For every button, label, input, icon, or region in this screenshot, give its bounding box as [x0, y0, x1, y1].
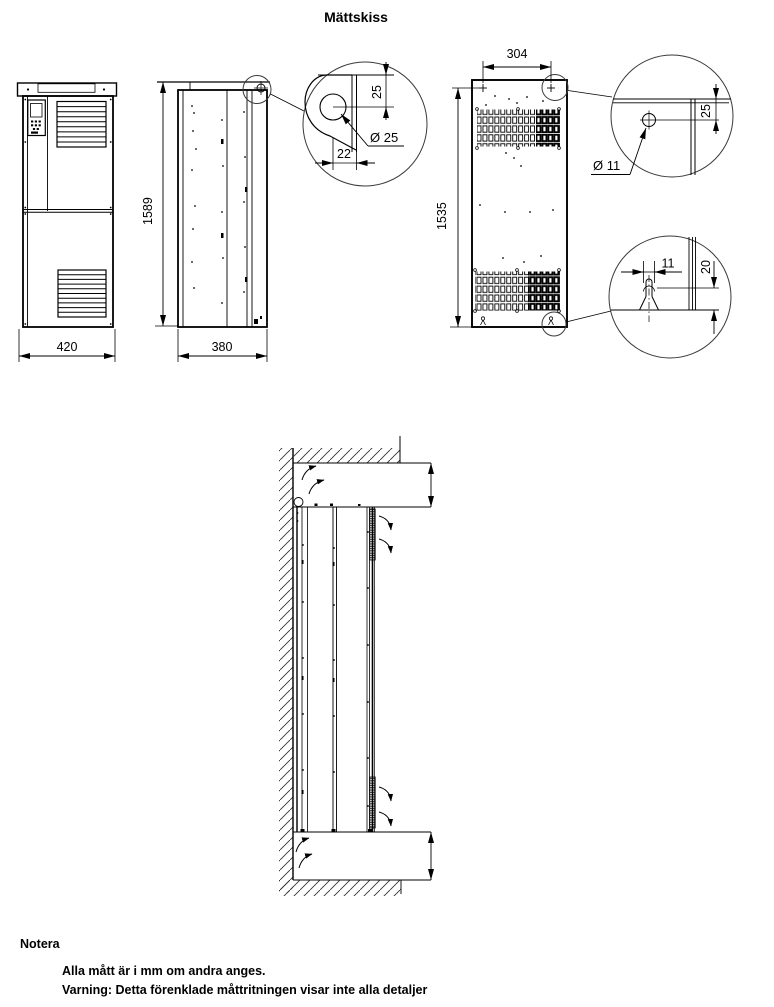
airflow-out-top-arrow — [302, 466, 316, 480]
notes-section — [20, 937, 428, 997]
hole-diameter-label: Ø 11 — [593, 158, 621, 173]
bottom-slot-callout-circle — [542, 312, 566, 336]
lug-offset-top-dimension — [370, 62, 386, 120]
registration-mark-icon — [254, 81, 268, 95]
front-vent-strip-bottom — [370, 777, 375, 828]
airflow-in-bottom-arrow — [296, 838, 309, 852]
back-height-label: 1535 — [435, 202, 449, 230]
page-title: Mättskiss — [324, 9, 388, 25]
airflow-in-bottom-arrow — [299, 854, 312, 868]
side-depth-dimension — [178, 329, 267, 362]
hole-offset-top-label: 25 — [699, 104, 713, 118]
side-height-dimension — [141, 82, 179, 326]
slot-width-dimension — [621, 257, 682, 284]
bottom-keyhole-slot-mark-right — [549, 317, 554, 325]
floor-hatch — [279, 880, 401, 896]
detail-circle-top-hole — [591, 55, 733, 177]
front-lower-vent-grille — [58, 270, 106, 317]
lifting-lug-profile — [294, 498, 303, 507]
hole-spacing-dimension — [483, 47, 551, 83]
side-view — [141, 76, 271, 363]
notes-line2: Varning: Detta förenklade måttritningen visar inte alla detaljer — [62, 983, 428, 997]
lug-hole-diameter-callout — [341, 114, 404, 146]
installation-side-view — [279, 436, 431, 896]
detail-circle-mounting-lug — [271, 62, 428, 186]
control-keypad — [28, 100, 46, 136]
keypad-display — [31, 104, 43, 118]
airflow-out-top-arrow — [309, 480, 324, 494]
side-body — [178, 90, 267, 327]
front-vent-strip-top — [370, 509, 375, 560]
ceiling-hatch — [293, 448, 400, 463]
airflow-front-bottom-arrow — [379, 812, 391, 826]
airflow-out-front-arrow — [379, 516, 391, 530]
top-hole-callout-circle — [542, 75, 568, 101]
lug-offset-top-label: 25 — [370, 85, 384, 99]
bottom-keyhole-slot-mark-left — [481, 317, 486, 325]
notes-line1: Alla mått är i mm om andra anges. — [62, 964, 266, 978]
front-top-vent-grille — [57, 102, 106, 148]
front-top-cap — [18, 83, 117, 96]
airflow-arrows — [296, 466, 391, 868]
top-mounting-hole-right — [547, 84, 555, 92]
hole-offset-top-dimension — [699, 84, 716, 134]
slot-width-label: 11 — [661, 256, 675, 271]
hole-diameter-callout — [591, 128, 646, 175]
mounting-lug-outline — [305, 75, 356, 150]
cabinet-fastener-marks — [302, 531, 369, 807]
side-height-label: 1589 — [141, 197, 155, 225]
airflow-out-front-arrow — [379, 539, 391, 553]
front-width-label: 420 — [56, 340, 78, 354]
lug-offset-side-dimension — [315, 138, 375, 170]
front-width-dimension — [19, 329, 115, 362]
top-mounting-hole-left — [479, 84, 487, 92]
slot-depth-label: 20 — [699, 260, 713, 274]
back-top-perforation-grid — [476, 108, 561, 150]
detail-circle-bottom-slot — [609, 236, 731, 358]
back-bottom-perforation-grid — [474, 269, 561, 313]
cabinet-side-profile — [294, 498, 375, 833]
lug-hole-diameter-label: Ø 25 — [370, 130, 399, 145]
back-view — [435, 47, 612, 336]
front-view — [18, 83, 117, 362]
keyhole-slot-icon — [640, 275, 659, 322]
slot-depth-dimension — [657, 260, 719, 334]
front-top-cap-recess — [38, 84, 95, 93]
airflow-front-bottom-arrow — [379, 787, 391, 801]
lug-offset-side-label: 22 — [337, 147, 351, 161]
hole-spacing-label: 304 — [506, 47, 528, 61]
side-depth-label: 380 — [211, 340, 233, 354]
front-body — [23, 96, 113, 327]
notes-heading: Notera — [20, 937, 60, 951]
wall-hatch — [279, 448, 293, 893]
